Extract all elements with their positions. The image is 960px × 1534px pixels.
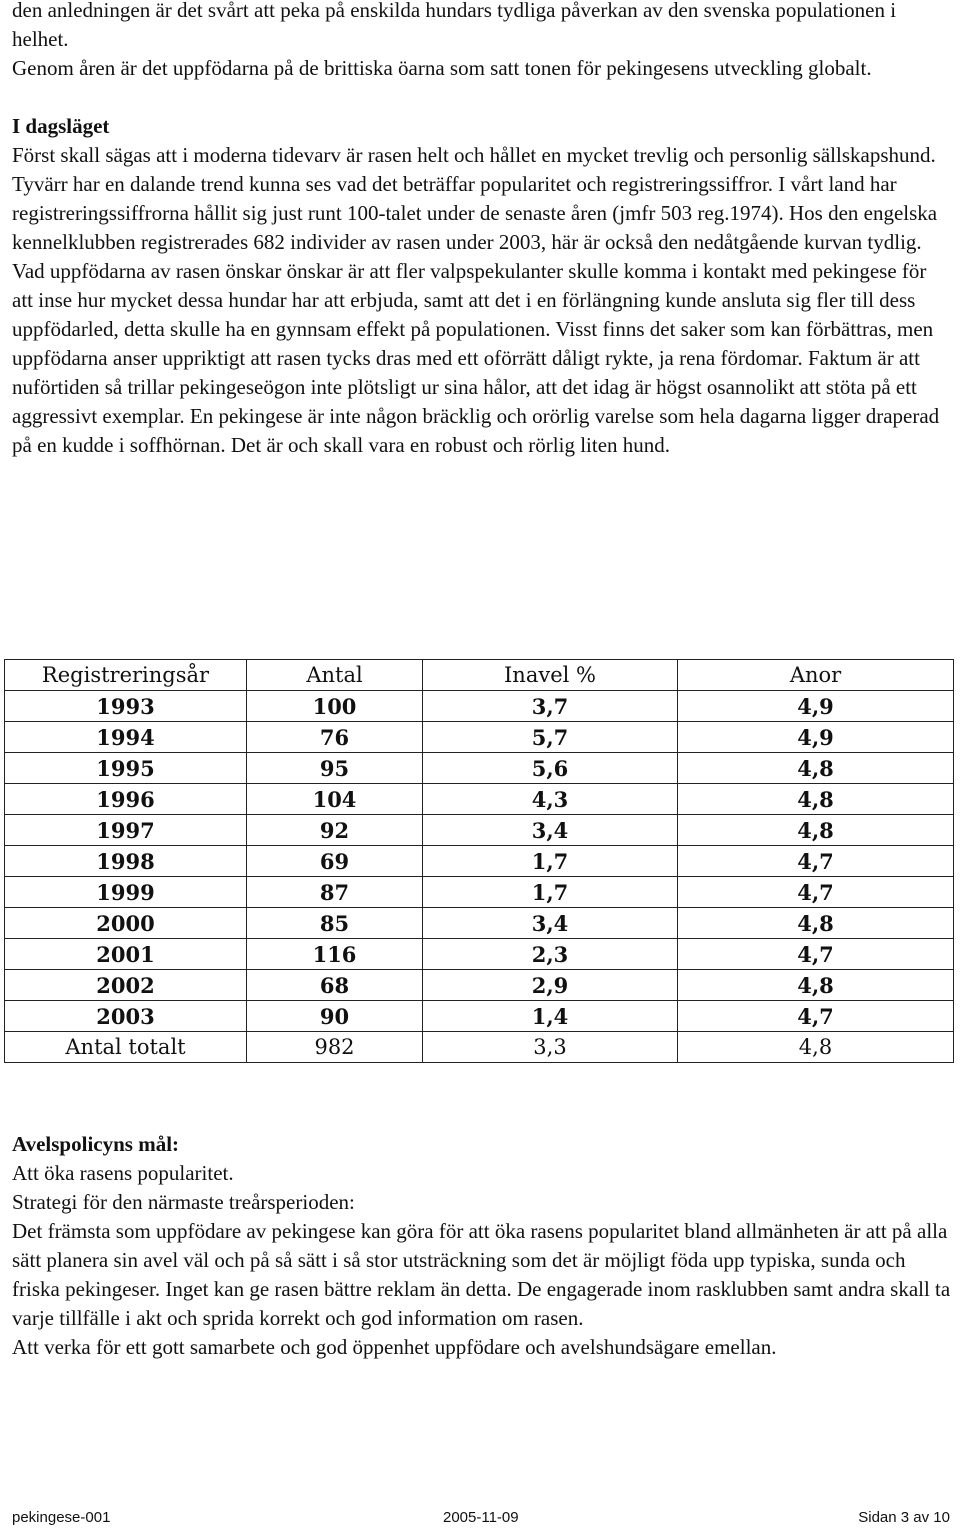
breeding-policy-section	[12, 1130, 952, 1362]
page-footer	[0, 1508, 960, 1528]
cell-ancestors: 4,8	[678, 970, 954, 1001]
cell-count: 76	[247, 722, 423, 753]
cell-total-count: 982	[247, 1032, 423, 1063]
cell-count: 104	[247, 784, 423, 815]
header-inbreeding: Inavel %	[423, 660, 678, 691]
cell-inbreeding: 2,9	[423, 970, 678, 1001]
cell-inbreeding: 5,6	[423, 753, 678, 784]
header-registration-year: Registreringsår	[5, 660, 247, 691]
table-row	[5, 815, 954, 846]
table-row	[5, 1001, 954, 1032]
status-paragraph-3: Vad uppfödarna av rasen önskar önskar är att fler valpspekulanter skulle komma i kontakt med pekingese för att inse hur mycket dessa hundar har att erbjuda, samt att det i en förlängning kunde ansluta sig fler till dess uppfödarled, detta skulle ha en gynnsam effekt på populationen. Visst finns det saker som kan förbättras, men uppfödarna anser uppriktigt att rasen tycks dras med ett oförrätt dåligt rykte, ja rena fördomar. Faktum är att nuförtiden så trillar pekingeseögon inte plötsligt ur sina hålor, att det idag är högst osannolikt att stöta på ett aggressivt exemplar. En pekingese är inte någon bräcklig och orörlig varelse som hela dagarna ligger draperad på en kudde i soffhörnan. Det är och skall vara en robust och rörlig liten hund.	[12, 259, 940, 457]
cell-year: 1999	[5, 877, 247, 908]
cell-year: 1994	[5, 722, 247, 753]
cell-ancestors: 4,8	[678, 815, 954, 846]
cell-inbreeding: 1,4	[423, 1001, 678, 1032]
status-paragraph-1: Först skall sägas att i moderna tidevarv är rasen helt och hållet en mycket trevlig och personlig sällskapshund.	[12, 143, 936, 167]
cell-ancestors: 4,7	[678, 1001, 954, 1032]
goal-line: Att öka rasens popularitet.	[12, 1161, 234, 1185]
section-heading-current-status: I dagsläget	[12, 114, 110, 138]
table-row	[5, 908, 954, 939]
cell-inbreeding: 4,3	[423, 784, 678, 815]
cell-total-ancestors: 4,8	[678, 1032, 954, 1063]
strategy-paragraph-2: Att verka för ett gott samarbete och god öppenhet uppfödare och avelshundsägare emellan.	[12, 1335, 777, 1359]
cell-count: 68	[247, 970, 423, 1001]
strategy-paragraph-1: Det främsta som uppfödare av pekingese kan göra för att öka rasens popularitet bland allmänheten är att på alla sätt planera sin avel väl och på så sätt i så stor utsträckning som det är möjligt föda upp typiska, sunda och friska pekingeser. Inget kan ge rasen bättre reklam än detta. De engagerade inom rasklubben samt andra skall ta varje tillfälle i akt och sprida korrekt och god information om rasen.	[12, 1219, 951, 1330]
table-row	[5, 877, 954, 908]
table-row	[5, 939, 954, 970]
strategy-line: Strategi för den närmaste treårsperioden:	[12, 1190, 355, 1214]
cell-inbreeding: 3,4	[423, 815, 678, 846]
table-row	[5, 691, 954, 722]
cell-year: 1997	[5, 815, 247, 846]
table-total-row	[5, 1032, 954, 1063]
footer-date: 2005-11-09	[443, 1509, 519, 1526]
intro-paragraph-2: Genom åren är det uppfödarna på de brittiska öarna som satt tonen för pekingesens utveckling globalt.	[12, 56, 872, 80]
cell-count: 116	[247, 939, 423, 970]
cell-inbreeding: 5,7	[423, 722, 678, 753]
cell-ancestors: 4,8	[678, 753, 954, 784]
cell-year: 2001	[5, 939, 247, 970]
cell-year: 1993	[5, 691, 247, 722]
cell-inbreeding: 3,4	[423, 908, 678, 939]
cell-ancestors: 4,7	[678, 939, 954, 970]
table-row	[5, 970, 954, 1001]
table-row	[5, 753, 954, 784]
cell-ancestors: 4,7	[678, 877, 954, 908]
status-paragraph-2: Tyvärr har en dalande trend kunna ses vad det beträffar popularitet och registreringssiffror. I vårt land har registreringssiffrorna hållit sig just runt 100-talet under de senaste åren (jmfr 503 reg.1974). Hos den engelska kennelklubben registrerades 682 individer av rasen under 2003, här är också den nedåtgående kurvan tydlig.	[12, 172, 938, 254]
cell-inbreeding: 2,3	[423, 939, 678, 970]
table-row	[5, 846, 954, 877]
cell-inbreeding: 3,7	[423, 691, 678, 722]
cell-inbreeding: 1,7	[423, 846, 678, 877]
footer-page-number: Sidan 3 av 10	[858, 1509, 950, 1526]
footer-document-id: pekingese-001	[12, 1509, 111, 1526]
cell-year: 2003	[5, 1001, 247, 1032]
registration-table	[4, 659, 954, 1063]
cell-count: 85	[247, 908, 423, 939]
cell-count: 92	[247, 815, 423, 846]
cell-year: 1995	[5, 753, 247, 784]
cell-ancestors: 4,9	[678, 691, 954, 722]
cell-ancestors: 4,9	[678, 722, 954, 753]
cell-total-label: Antal totalt	[5, 1032, 247, 1063]
cell-count: 90	[247, 1001, 423, 1032]
cell-count: 95	[247, 753, 423, 784]
cell-year: 2000	[5, 908, 247, 939]
cell-year: 2002	[5, 970, 247, 1001]
cell-count: 100	[247, 691, 423, 722]
header-ancestors: Anor	[678, 660, 954, 691]
cell-count: 87	[247, 877, 423, 908]
cell-year: 1996	[5, 784, 247, 815]
cell-inbreeding: 1,7	[423, 877, 678, 908]
cell-ancestors: 4,8	[678, 908, 954, 939]
cell-ancestors: 4,8	[678, 784, 954, 815]
table-row	[5, 722, 954, 753]
document-body	[12, 0, 952, 460]
cell-count: 69	[247, 846, 423, 877]
table-row	[5, 784, 954, 815]
table-header-row	[5, 660, 954, 691]
header-count: Antal	[247, 660, 423, 691]
intro-paragraph-1: den anledningen är det svårt att peka på enskilda hundars tydliga påverkan av den svenska populationen i helhet.	[12, 0, 897, 51]
section-heading-breeding-goals: Avelspolicyns mål:	[12, 1132, 180, 1156]
cell-year: 1998	[5, 846, 247, 877]
cell-total-inbreeding: 3,3	[423, 1032, 678, 1063]
cell-ancestors: 4,7	[678, 846, 954, 877]
